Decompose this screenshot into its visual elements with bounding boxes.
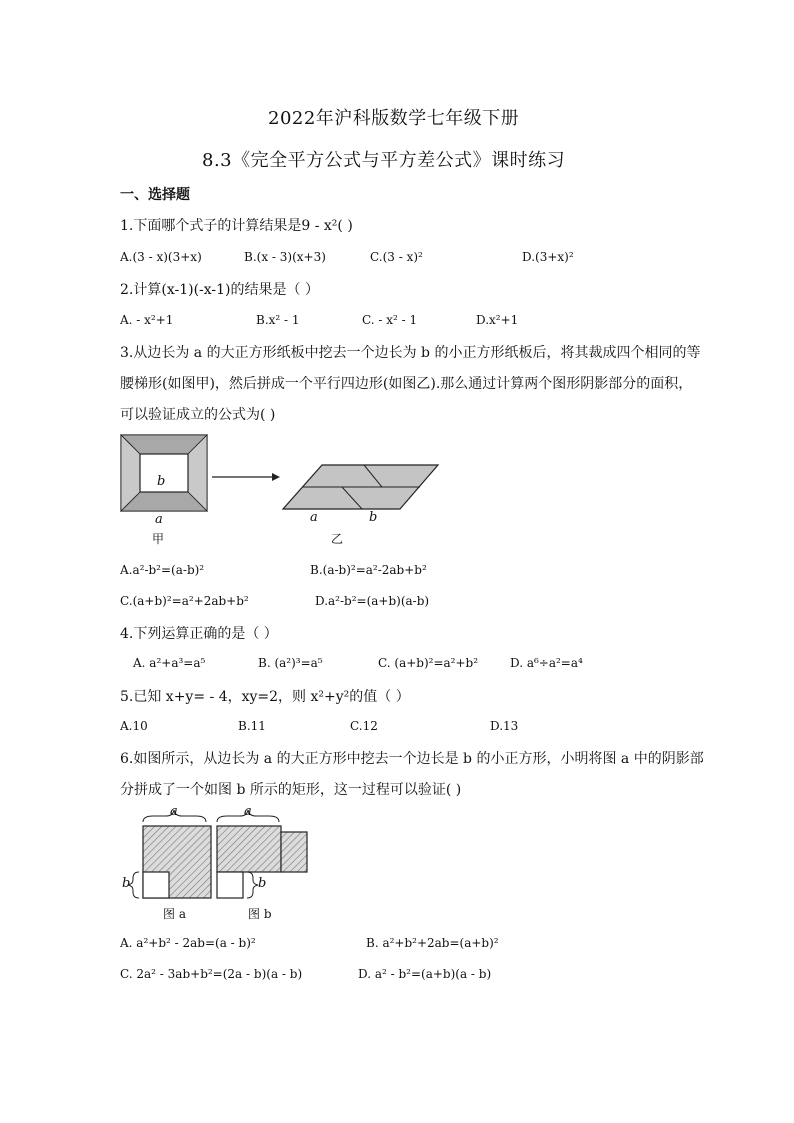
figure-jia xyxy=(120,434,212,514)
question-2-stem: 2.计算(x-1)(-x-1)的结果是（ ） xyxy=(120,282,319,298)
question-2-option-c: C. - x² - 1 xyxy=(362,313,418,327)
question-1-option-b: B.(x - 3)(x+3) xyxy=(244,250,326,264)
figure-a-caption: 图 a xyxy=(163,907,186,921)
question-3-line-1: 3.从边长为 a 的大正方形纸板中挖去一个边长为 b 的小正方形纸板后，将其裁成四个相同的等 xyxy=(120,345,701,361)
question-5-option-b: B.11 xyxy=(238,719,266,733)
brace-b2 xyxy=(247,872,258,898)
figure-b-caption: 图 b xyxy=(248,907,272,921)
question-6-option-c: C. 2a² - 3ab+b²=(2a - b)(a - b) xyxy=(120,967,303,981)
figure-b-label-b: b xyxy=(258,876,267,891)
question-3-line-3: 可以验证成立的公式为( ) xyxy=(120,407,276,423)
figure-yi-label-b: b xyxy=(369,510,378,525)
question-6-line-1: 6.如图所示，从边长为 a 的大正方形中挖去一个边长是 b 的小正方形，小明将图 a 中的阴影部 xyxy=(120,751,704,767)
question-6-option-b: B. a²+b²+2ab=(a+b)² xyxy=(366,936,499,950)
figure-yi-label-a: a xyxy=(310,510,318,525)
rectangle-extension xyxy=(281,832,307,872)
question-5-option-a: A.10 xyxy=(120,719,148,733)
figure-yi-caption: 乙 xyxy=(331,532,344,546)
question-4-option-a: A. a²+a³=a⁵ xyxy=(133,656,206,670)
question-6-option-d: D. a² - b²=(a+b)(a - b) xyxy=(358,967,492,981)
question-1-stem: 1.下面哪个式子的计算结果是9 - x²( ) xyxy=(120,218,353,234)
question-2-option-d: D.x²+1 xyxy=(476,313,519,327)
question-3-line-2: 腰梯形(如图甲)，然后拼成一个平行四边形(如图乙).那么通过计算两个图形阴影部分的面积， xyxy=(120,376,693,392)
figure-a-label-a: a xyxy=(170,804,178,819)
question-3-option-b: B.(a-b)²=a²-2ab+b² xyxy=(310,563,427,577)
question-4-option-c: C. (a+b)²=a²+b² xyxy=(378,656,479,670)
page-subtitle: 8.3《完全平方公式与平方差公式》课时练习 xyxy=(202,150,566,171)
question-3-option-d: D.a²-b²=(a+b)(a-b) xyxy=(315,594,430,608)
question-4-stem: 4.下列运算正确的是（ ） xyxy=(120,626,278,642)
small-square xyxy=(143,872,169,898)
page-title: 2022年沪科版数学七年级下册 xyxy=(268,108,520,129)
question-3-option-c: C.(a+b)²=a²+2ab+b² xyxy=(120,594,249,608)
question-1-option-d: D.(3+x)² xyxy=(522,250,574,264)
figure-a-label-b: b xyxy=(122,876,131,891)
question-5-option-d: D.13 xyxy=(490,719,519,733)
rectangle-main xyxy=(217,826,281,872)
figure-jia-label-a: a xyxy=(155,512,163,527)
question-6-option-a: A. a²+b² - 2ab=(a - b)² xyxy=(120,936,256,950)
figure-yi xyxy=(282,464,442,514)
question-2-option-b: B.x² - 1 xyxy=(256,313,300,327)
question-5-stem: 5.已知 x+y= - 4，xy=2，则 x²+y²的值（ ） xyxy=(120,689,410,705)
question-4-option-d: D. a⁶÷a²=a⁴ xyxy=(510,656,583,670)
section-heading: 一、选择题 xyxy=(120,187,190,203)
question-1-option-a: A.(3 - x)(3+x) xyxy=(120,250,202,264)
question-5-option-c: C.12 xyxy=(350,719,378,733)
small-square-b xyxy=(217,872,243,898)
question-4-option-b: B. (a²)³=a⁵ xyxy=(258,656,323,670)
figure-jia-caption: 甲 xyxy=(152,532,165,546)
question-3-option-a: A.a²-b²=(a-b)² xyxy=(120,563,205,577)
question-6-line-2: 分拼成了一个如图 b 所示的矩形，这一过程可以验证( ) xyxy=(120,782,462,798)
arrow-icon xyxy=(210,470,280,484)
question-1-option-c: C.(3 - x)² xyxy=(370,250,423,264)
figure-b-label-a: a xyxy=(244,804,252,819)
figure-a xyxy=(118,806,218,912)
question-2-option-a: A. - x²+1 xyxy=(120,313,174,327)
figure-b xyxy=(214,806,314,912)
figure-jia-label-b: b xyxy=(157,474,166,489)
